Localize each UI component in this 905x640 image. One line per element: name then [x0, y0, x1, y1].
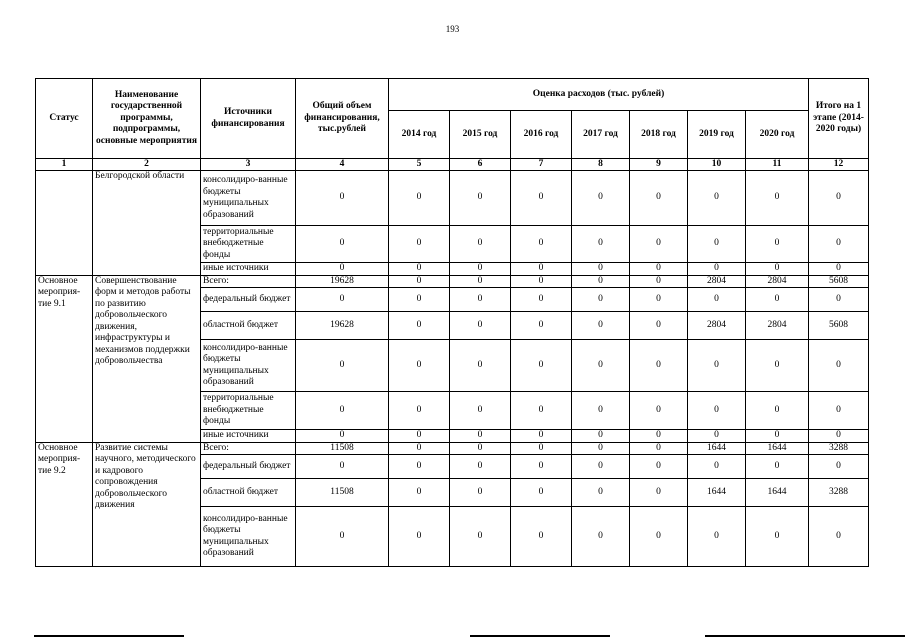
name-cell: Белгородской области	[93, 171, 201, 276]
value-cell: 0	[389, 507, 450, 567]
value-cell: 0	[746, 288, 809, 312]
value-cell: 0	[296, 392, 389, 430]
value-cell: 0	[450, 507, 511, 567]
value-cell: 3288	[809, 479, 869, 507]
value-cell: 0	[296, 263, 389, 276]
value-cell: 0	[511, 288, 572, 312]
source-cell: консолидиро-ванные бюджеты муниципальных образований	[201, 507, 296, 567]
column-number: 5	[389, 159, 450, 171]
value-cell: 0	[572, 226, 630, 263]
value-cell: 0	[746, 340, 809, 392]
value-cell: 0	[630, 171, 688, 226]
value-cell: 2804	[746, 312, 809, 340]
value-cell: 0	[511, 275, 572, 288]
value-cell: 0	[688, 507, 746, 567]
value-cell: 0	[746, 455, 809, 479]
page-number: 193	[445, 24, 460, 34]
status-cell: Основное мероприя-тие 9.2	[36, 442, 93, 567]
value-cell: 19628	[296, 275, 389, 288]
header-cost-estimate: Оценка расходов (тыс. рублей)	[389, 79, 809, 111]
table-row	[36, 442, 869, 455]
value-cell: 0	[809, 263, 869, 276]
bottom-edge-line	[705, 635, 905, 637]
value-cell: 0	[389, 312, 450, 340]
value-cell: 0	[809, 455, 869, 479]
value-cell: 0	[511, 430, 572, 443]
value-cell: 1644	[746, 479, 809, 507]
value-cell: 0	[630, 263, 688, 276]
value-cell: 0	[450, 340, 511, 392]
value-cell: 19628	[296, 312, 389, 340]
value-cell: 0	[450, 479, 511, 507]
name-cell: Совершенствование форм и методов работы по развитию добровольческого движения, инфраструктуры и механизмов поддержки добровольчества	[93, 275, 201, 442]
value-cell: 3288	[809, 442, 869, 455]
value-cell: 0	[630, 430, 688, 443]
value-cell: 0	[809, 392, 869, 430]
value-cell: 0	[296, 430, 389, 443]
column-number: 1	[36, 159, 93, 171]
value-cell: 0	[296, 455, 389, 479]
value-cell: 0	[296, 171, 389, 226]
value-cell: 0	[630, 479, 688, 507]
value-cell: 0	[450, 288, 511, 312]
value-cell: 0	[450, 442, 511, 455]
value-cell: 0	[630, 455, 688, 479]
value-cell: 1644	[688, 479, 746, 507]
value-cell: 0	[511, 171, 572, 226]
column-number: 10	[688, 159, 746, 171]
value-cell: 0	[746, 263, 809, 276]
source-cell: консолидиро-ванные бюджеты муниципальных образований	[201, 171, 296, 226]
value-cell: 0	[511, 312, 572, 340]
value-cell: 0	[809, 288, 869, 312]
value-cell: 0	[809, 171, 869, 226]
value-cell: 0	[630, 392, 688, 430]
value-cell: 0	[296, 507, 389, 567]
bottom-edge-line	[470, 635, 610, 637]
value-cell: 0	[511, 507, 572, 567]
value-cell: 0	[389, 455, 450, 479]
value-cell: 0	[572, 442, 630, 455]
value-cell: 0	[572, 263, 630, 276]
value-cell: 0	[450, 275, 511, 288]
source-cell: Всего:	[201, 442, 296, 455]
value-cell: 0	[572, 479, 630, 507]
value-cell: 0	[572, 455, 630, 479]
value-cell: 0	[809, 507, 869, 567]
column-number: 12	[809, 159, 869, 171]
column-number: 11	[746, 159, 809, 171]
header-year: 2017 год	[572, 111, 630, 159]
value-cell: 0	[450, 312, 511, 340]
column-number: 2	[93, 159, 201, 171]
value-cell: 11508	[296, 479, 389, 507]
value-cell: 5608	[809, 275, 869, 288]
column-number: 3	[201, 159, 296, 171]
name-cell: Развитие системы научного, методического и кадрового сопровождения добровольческого движения	[93, 442, 201, 567]
header-year: 2016 год	[511, 111, 572, 159]
value-cell: 0	[630, 275, 688, 288]
value-cell: 0	[511, 340, 572, 392]
value-cell: 0	[572, 171, 630, 226]
value-cell: 0	[688, 430, 746, 443]
header-year: 2014 год	[389, 111, 450, 159]
value-cell: 0	[389, 340, 450, 392]
value-cell: 0	[511, 442, 572, 455]
header-year: 2018 год	[630, 111, 688, 159]
value-cell: 0	[688, 263, 746, 276]
value-cell: 2804	[746, 275, 809, 288]
value-cell: 0	[630, 340, 688, 392]
value-cell: 0	[630, 507, 688, 567]
financing-table	[35, 78, 869, 567]
value-cell: 5608	[809, 312, 869, 340]
header-name: Наименование государственной программы, подпрограммы, основные мероприятия	[93, 79, 201, 159]
status-cell: Основное мероприя-тие 9.1	[36, 275, 93, 442]
value-cell: 0	[630, 288, 688, 312]
value-cell: 0	[296, 288, 389, 312]
value-cell: 0	[450, 430, 511, 443]
value-cell: 0	[511, 263, 572, 276]
value-cell: 0	[630, 226, 688, 263]
bottom-edge-line	[34, 635, 184, 637]
value-cell: 0	[688, 455, 746, 479]
value-cell: 0	[450, 455, 511, 479]
value-cell: 0	[389, 430, 450, 443]
table-row	[36, 171, 869, 226]
source-cell: территориальные внебюджетные фонды	[201, 392, 296, 430]
value-cell: 2804	[688, 275, 746, 288]
value-cell: 0	[572, 507, 630, 567]
column-number: 4	[296, 159, 389, 171]
value-cell: 0	[572, 288, 630, 312]
header-itogo: Итого на 1 этапе (2014-2020 годы)	[809, 79, 869, 159]
source-cell: федеральный бюджет	[201, 455, 296, 479]
value-cell: 0	[746, 226, 809, 263]
value-cell: 0	[809, 226, 869, 263]
value-cell: 0	[572, 430, 630, 443]
source-cell: областной бюджет	[201, 312, 296, 340]
column-number: 6	[450, 159, 511, 171]
value-cell: 0	[572, 312, 630, 340]
column-number: 9	[630, 159, 688, 171]
value-cell: 0	[389, 442, 450, 455]
header-total-volume: Общий объем финансирования, тыс.рублей	[296, 79, 389, 159]
value-cell: 0	[296, 226, 389, 263]
value-cell: 0	[450, 171, 511, 226]
value-cell: 0	[630, 442, 688, 455]
value-cell: 0	[511, 455, 572, 479]
header-year: 2019 год	[688, 111, 746, 159]
value-cell: 0	[746, 430, 809, 443]
header-status: Статус	[36, 79, 93, 159]
value-cell: 0	[389, 392, 450, 430]
source-cell: областной бюджет	[201, 479, 296, 507]
source-cell: иные источники	[201, 263, 296, 276]
value-cell: 1644	[746, 442, 809, 455]
value-cell: 0	[511, 392, 572, 430]
value-cell: 0	[450, 263, 511, 276]
header-source: Источники финансирования	[201, 79, 296, 159]
value-cell: 0	[511, 226, 572, 263]
value-cell: 0	[296, 340, 389, 392]
value-cell: 0	[746, 392, 809, 430]
value-cell: 0	[688, 226, 746, 263]
value-cell: 0	[389, 275, 450, 288]
value-cell: 0	[809, 430, 869, 443]
value-cell: 0	[389, 288, 450, 312]
column-number: 7	[511, 159, 572, 171]
value-cell: 0	[688, 288, 746, 312]
table-row	[36, 275, 869, 288]
value-cell: 0	[389, 263, 450, 276]
value-cell: 0	[450, 226, 511, 263]
value-cell: 0	[572, 340, 630, 392]
value-cell: 0	[389, 226, 450, 263]
value-cell: 0	[809, 340, 869, 392]
value-cell: 2804	[688, 312, 746, 340]
value-cell: 0	[688, 171, 746, 226]
source-cell: консолидиро-ванные бюджеты муниципальных образований	[201, 340, 296, 392]
value-cell: 0	[688, 392, 746, 430]
value-cell: 0	[572, 275, 630, 288]
source-cell: иные источники	[201, 430, 296, 443]
value-cell: 0	[450, 392, 511, 430]
value-cell: 11508	[296, 442, 389, 455]
source-cell: территориальные внебюджетные фонды	[201, 226, 296, 263]
value-cell: 0	[630, 312, 688, 340]
column-number-row	[36, 159, 869, 171]
value-cell: 0	[746, 507, 809, 567]
column-number: 8	[572, 159, 630, 171]
value-cell: 0	[688, 340, 746, 392]
value-cell: 0	[511, 479, 572, 507]
value-cell: 1644	[688, 442, 746, 455]
source-cell: Всего:	[201, 275, 296, 288]
header-year: 2015 год	[450, 111, 511, 159]
header-year: 2020 год	[746, 111, 809, 159]
value-cell: 0	[746, 171, 809, 226]
value-cell: 0	[572, 392, 630, 430]
source-cell: федеральный бюджет	[201, 288, 296, 312]
value-cell: 0	[389, 479, 450, 507]
value-cell: 0	[389, 171, 450, 226]
status-cell	[36, 171, 93, 276]
